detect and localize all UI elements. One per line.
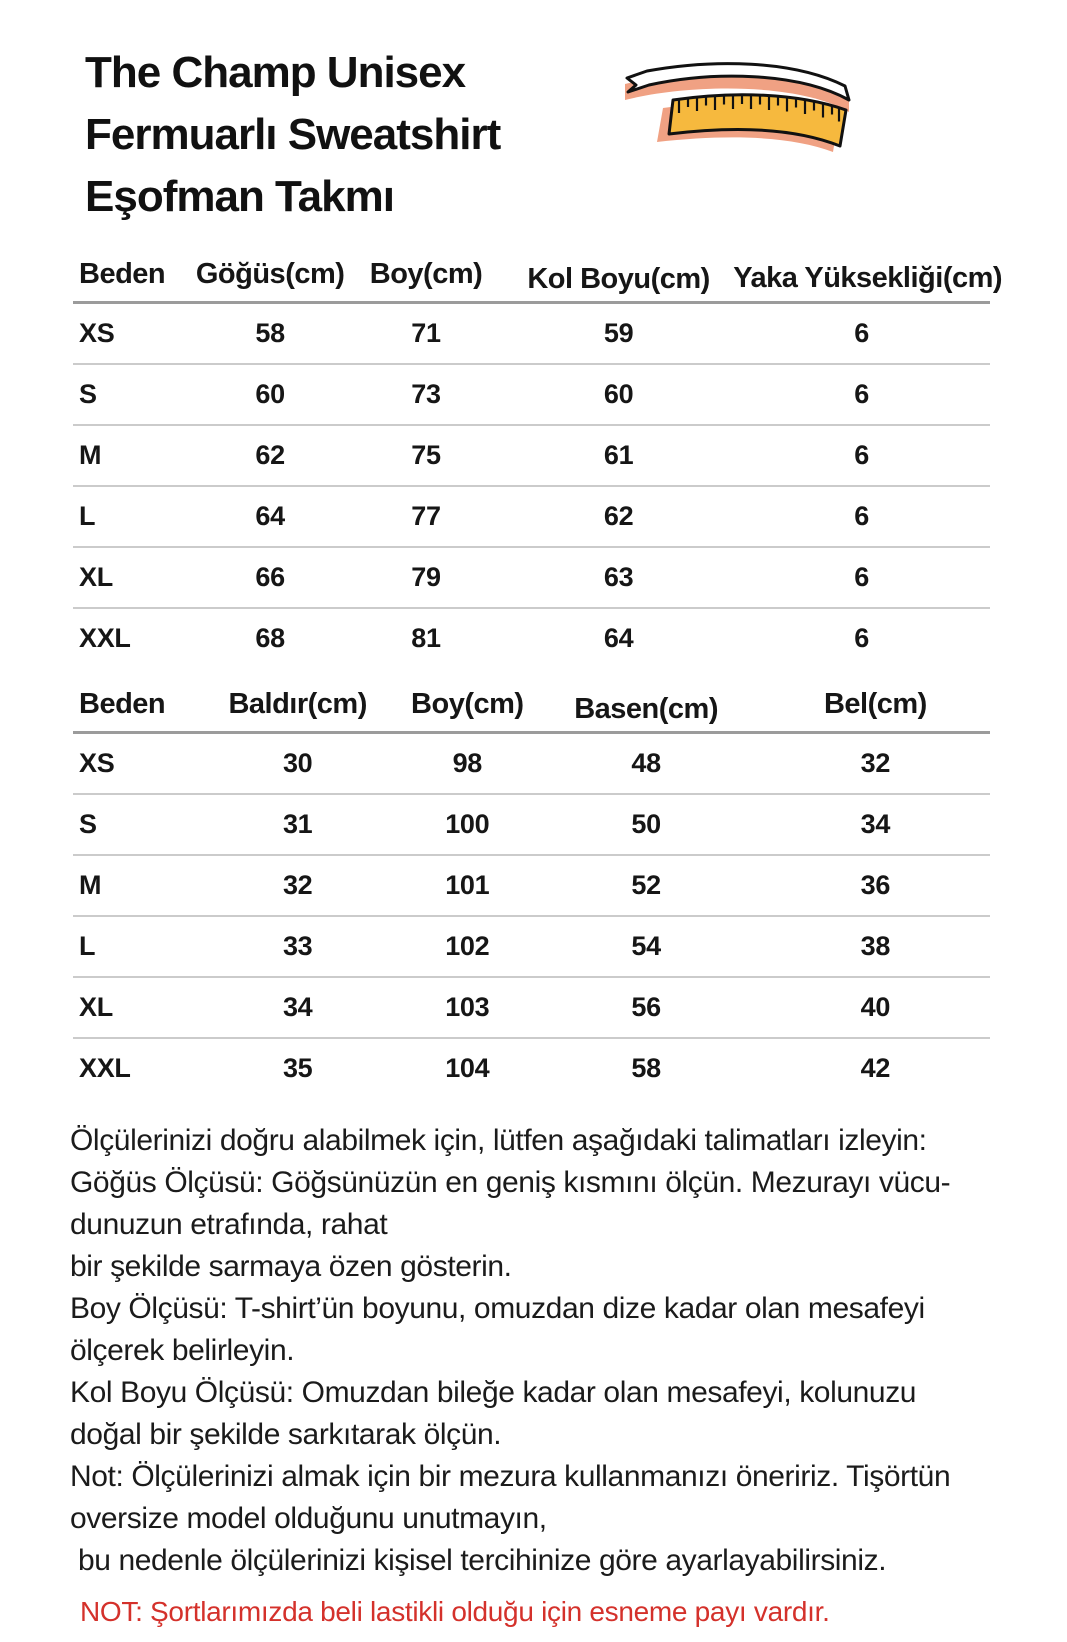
size-label: L <box>79 501 96 531</box>
measurement-value: 71 <box>411 318 441 348</box>
measurement-value: 50 <box>631 809 661 839</box>
instruction-line: bu nedenle ölçülerinizi kişisel tercihinize göre ayarlayabilirsiniz. <box>70 1544 887 1577</box>
measurement-value: 60 <box>255 379 285 409</box>
measurement-value: 52 <box>631 870 661 900</box>
measurement-value: 61 <box>603 440 634 470</box>
measurement-value: 104 <box>445 1053 490 1083</box>
measurement-value: 79 <box>411 562 441 592</box>
measurement-value: 63 <box>603 562 634 592</box>
column-header: Basen(cm) <box>574 693 718 725</box>
size-label: M <box>79 440 102 470</box>
column-header: Beden <box>79 688 166 720</box>
instruction-line: Göğüs Ölçüsü: Göğsünüzün en geniş kısmını ölçün. Mezurayı vücu- <box>70 1166 951 1199</box>
measuring-tape-icon <box>613 58 863 158</box>
table-row <box>73 977 990 1038</box>
measurement-value: 6 <box>854 501 869 531</box>
size-label: M <box>79 870 102 900</box>
measurement-value: 103 <box>445 992 490 1022</box>
page-title-line: Eşofman Takmı <box>85 172 394 221</box>
measurement-value: 77 <box>411 501 441 531</box>
measurement-value: 75 <box>411 440 441 470</box>
measurement-value: 66 <box>255 562 285 592</box>
measurement-value: 100 <box>445 809 490 839</box>
table-row <box>73 794 990 855</box>
size-label: S <box>79 379 97 409</box>
measurement-value: 62 <box>603 501 634 531</box>
size-label: XS <box>79 748 115 778</box>
table-row <box>73 303 990 365</box>
column-header: Beden <box>79 258 166 290</box>
header-row <box>73 254 990 303</box>
column-header: Göğüs(cm) <box>195 258 345 290</box>
measurement-value: 6 <box>854 440 869 470</box>
measurement-value: 54 <box>631 931 661 961</box>
size-label: XS <box>79 318 115 348</box>
instruction-line: Ölçülerinizi doğru alabilmek için, lütfen aşağıdaki talimatları izleyin: <box>70 1124 927 1157</box>
measurement-value: 73 <box>411 379 441 409</box>
measurement-value: 98 <box>452 748 483 778</box>
table-row <box>73 733 990 795</box>
table-row <box>73 425 990 486</box>
measurement-value: 42 <box>860 1053 891 1083</box>
measurement-value: 30 <box>282 748 313 778</box>
measurement-value: 40 <box>860 992 891 1022</box>
measurement-value: 36 <box>860 870 891 900</box>
instruction-line: doğal bir şekilde sarkıtarak ölçün. <box>70 1418 502 1451</box>
measurement-value: 6 <box>854 562 869 592</box>
table-row <box>73 547 990 608</box>
measurement-value: 38 <box>860 931 891 961</box>
table-row <box>73 364 990 425</box>
sweatshirt-size-table <box>73 254 1003 668</box>
measurement-value: 32 <box>282 870 313 900</box>
column-header: Yaka Yüksekliği(cm) <box>733 262 1003 294</box>
size-label: S <box>79 809 97 839</box>
measurement-value: 64 <box>603 623 634 653</box>
instruction-line: Not: Ölçülerinizi almak için bir mezura kullanmanızı öneririz. Tişörtün <box>70 1460 951 1493</box>
page-title-line: Fermuarlı Sweatshirt <box>85 110 501 159</box>
measurement-value: 68 <box>255 623 285 653</box>
measurement-value: 58 <box>255 318 285 348</box>
measurement-value: 6 <box>854 318 869 348</box>
measurement-value: 58 <box>631 1053 661 1083</box>
size-label: XL <box>79 992 113 1022</box>
measurement-value: 31 <box>282 809 313 839</box>
measurement-value: 32 <box>860 748 891 778</box>
table-row <box>73 486 990 547</box>
instruction-line: Boy Ölçüsü: T-shirt’ün boyunu, omuzdan dize kadar olan mesafeyi <box>70 1292 925 1325</box>
measurement-value: 34 <box>282 992 313 1022</box>
measurement-value: 34 <box>860 809 891 839</box>
size-chart-page <box>0 42 1067 1628</box>
measurement-value: 35 <box>282 1053 313 1083</box>
column-header: Boy(cm) <box>411 688 524 720</box>
instruction-line: oversize model olduğunu unutmayın, <box>70 1502 547 1535</box>
header <box>85 42 982 232</box>
measurement-value: 60 <box>603 379 634 409</box>
measurement-value: 48 <box>631 748 661 778</box>
measurement-value: 6 <box>854 379 869 409</box>
measurement-value: 81 <box>411 623 441 653</box>
instruction-line: dunuzun etrafında, rahat <box>70 1208 388 1241</box>
pants-size-table-section <box>73 684 990 1098</box>
column-header: Kol Boyu(cm) <box>527 263 710 295</box>
measurement-value: 6 <box>854 623 869 653</box>
elastic-waist-note: NOT: Şortlarımızda beli lastikli olduğu için esneme payı vardır. <box>80 1596 830 1627</box>
size-label: XXL <box>79 1053 131 1083</box>
measurement-value: 59 <box>603 318 634 348</box>
measurement-value: 33 <box>282 931 313 961</box>
table-row <box>73 916 990 977</box>
instruction-line: Kol Boyu Ölçüsü: Omuzdan bileğe kadar olan mesafeyi, kolunuzu <box>70 1376 917 1409</box>
page-title-line: The Champ Unisex <box>85 48 466 97</box>
table-row <box>73 608 990 668</box>
size-label: XL <box>79 562 113 592</box>
measurement-value: 62 <box>255 440 285 470</box>
instruction-line: bir şekilde sarmaya özen gösterin. <box>70 1250 512 1283</box>
measurement-value: 101 <box>445 870 490 900</box>
column-header: Baldır(cm) <box>228 688 367 720</box>
sweatshirt-size-table-section <box>73 254 1003 668</box>
table-row <box>73 1038 990 1098</box>
size-label: XXL <box>79 623 131 653</box>
column-header: Bel(cm) <box>823 688 927 720</box>
measurement-value: 102 <box>445 931 490 961</box>
column-header: Boy(cm) <box>369 258 483 290</box>
measurement-instructions <box>70 1120 1027 1582</box>
header-row <box>73 684 990 733</box>
measurement-value: 56 <box>631 992 661 1022</box>
table-row <box>73 855 990 916</box>
measurement-value: 64 <box>255 501 285 531</box>
size-label: L <box>79 931 96 961</box>
instruction-line: ölçerek belirleyin. <box>70 1334 295 1367</box>
pants-size-table <box>73 684 990 1098</box>
